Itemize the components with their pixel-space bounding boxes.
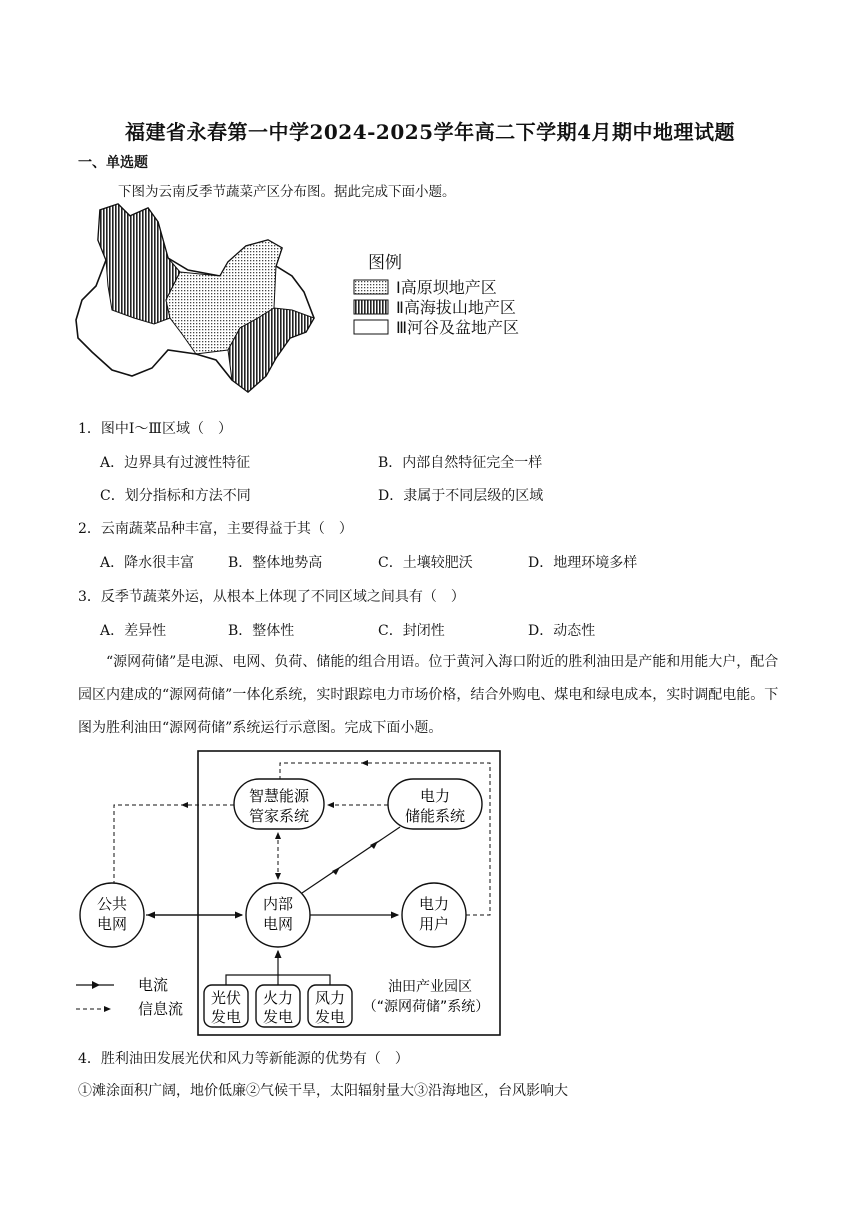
svg-text:管家系统: 管家系统 (248, 807, 310, 825)
wind-generation-node (308, 985, 352, 1027)
legend-label-valley: Ⅲ河谷及盆地产区 (396, 318, 520, 337)
q2-option-a: A．降水很丰富 (100, 555, 195, 571)
yunnan-map (70, 200, 570, 410)
svg-text:发电: 发电 (262, 1008, 294, 1026)
thermal-generation-node (256, 985, 300, 1027)
context-paragraph: “源网荷储”是电源、电网、负荷、储能的组合用语。位于黄河入海口附近的胜利油田是产能和用能大户，配合园区内建成的“源网荷储”一体化系统，实时跟踪电力市场价格，结合外购电、煤电和绿电成本，实时调配电能。下图为胜利油田“源网荷储”系统运行示意图。完成下面小题。 (78, 654, 779, 736)
pv-generation-node (204, 985, 248, 1027)
storage-node (388, 779, 482, 829)
q3-option-b: B．整体性 (228, 623, 295, 639)
q1-option-a: A．边界具有过渡性特征 (100, 455, 251, 471)
legend-info: 信息流 (138, 1000, 184, 1018)
svg-text:智慧能源: 智慧能源 (248, 787, 310, 805)
intro-text-1: 下图为云南反季节蔬菜产区分布图。据此完成下面小题。 (118, 184, 456, 200)
svg-text:公共: 公共 (96, 895, 128, 913)
q3-option-a: A．差异性 (100, 623, 167, 639)
legend-swatch-highland (354, 300, 388, 314)
question-3: 3．反季节蔬菜外运，从根本上体现了不同区域之间具有（ ） (78, 589, 465, 605)
legend-current: 电流 (138, 976, 169, 994)
page-title: 福建省永春第一中学2024-2025学年高二下学期4月期中地理试题 (124, 120, 736, 144)
legend-swatch-plateau (354, 280, 388, 294)
svg-text:内部: 内部 (262, 895, 294, 913)
svg-text:风力: 风力 (314, 989, 346, 1007)
q1-option-b: B．内部自然特征完全一样 (378, 455, 543, 471)
park-label: 油田产业园区 (388, 979, 472, 995)
internal-grid-node (246, 883, 310, 947)
q1-option-d: D．隶属于不同层级的区域 (378, 488, 544, 504)
smart-manager-node (234, 779, 324, 829)
svg-text:电力: 电力 (418, 895, 450, 913)
legend-swatch-valley (354, 320, 388, 334)
section-heading: 一、单选题 (78, 155, 148, 171)
svg-text:发电: 发电 (314, 1008, 346, 1026)
energy-system-diagram (70, 745, 510, 1040)
legend-label-plateau: Ⅰ高原坝地产区 (396, 278, 497, 297)
svg-text:火力: 火力 (262, 989, 294, 1007)
legend-title: 图例 (368, 253, 402, 273)
q1-option-c: C．划分指标和方法不同 (100, 488, 251, 504)
question-4: 4．胜利油田发展光伏和风力等新能源的优势有（ ） (78, 1051, 409, 1067)
public-grid-node (80, 883, 144, 947)
svg-text:用户: 用户 (418, 915, 450, 933)
users-node (402, 883, 466, 947)
park-label-sub: （“源网荷储”系统） (362, 999, 490, 1015)
q3-option-c: C．封闭性 (378, 623, 445, 639)
svg-text:电网: 电网 (262, 915, 294, 933)
q2-option-d: D．地理环境多样 (528, 555, 638, 571)
q2-option-b: B．整体地势高 (228, 555, 323, 571)
legend-label-highland: Ⅱ高海拔山地产区 (396, 298, 516, 317)
question-1: 1．图中Ⅰ～Ⅲ区域（ ） (78, 421, 232, 437)
svg-text:电力: 电力 (419, 787, 451, 805)
svg-text:发电: 发电 (210, 1008, 242, 1026)
question-2: 2．云南蔬菜品种丰富，主要得益于其（ ） (78, 521, 353, 537)
svg-text:储能系统: 储能系统 (404, 807, 466, 825)
svg-text:电网: 电网 (96, 915, 128, 933)
q2-option-c: C．土壤较肥沃 (378, 555, 473, 571)
q3-option-d: D．动态性 (528, 623, 596, 639)
svg-text:光伏: 光伏 (210, 989, 242, 1007)
q4-statements: ①滩涂面积广阔，地价低廉②气候干旱，太阳辐射量大③沿海地区，台风影响大 (78, 1083, 568, 1099)
